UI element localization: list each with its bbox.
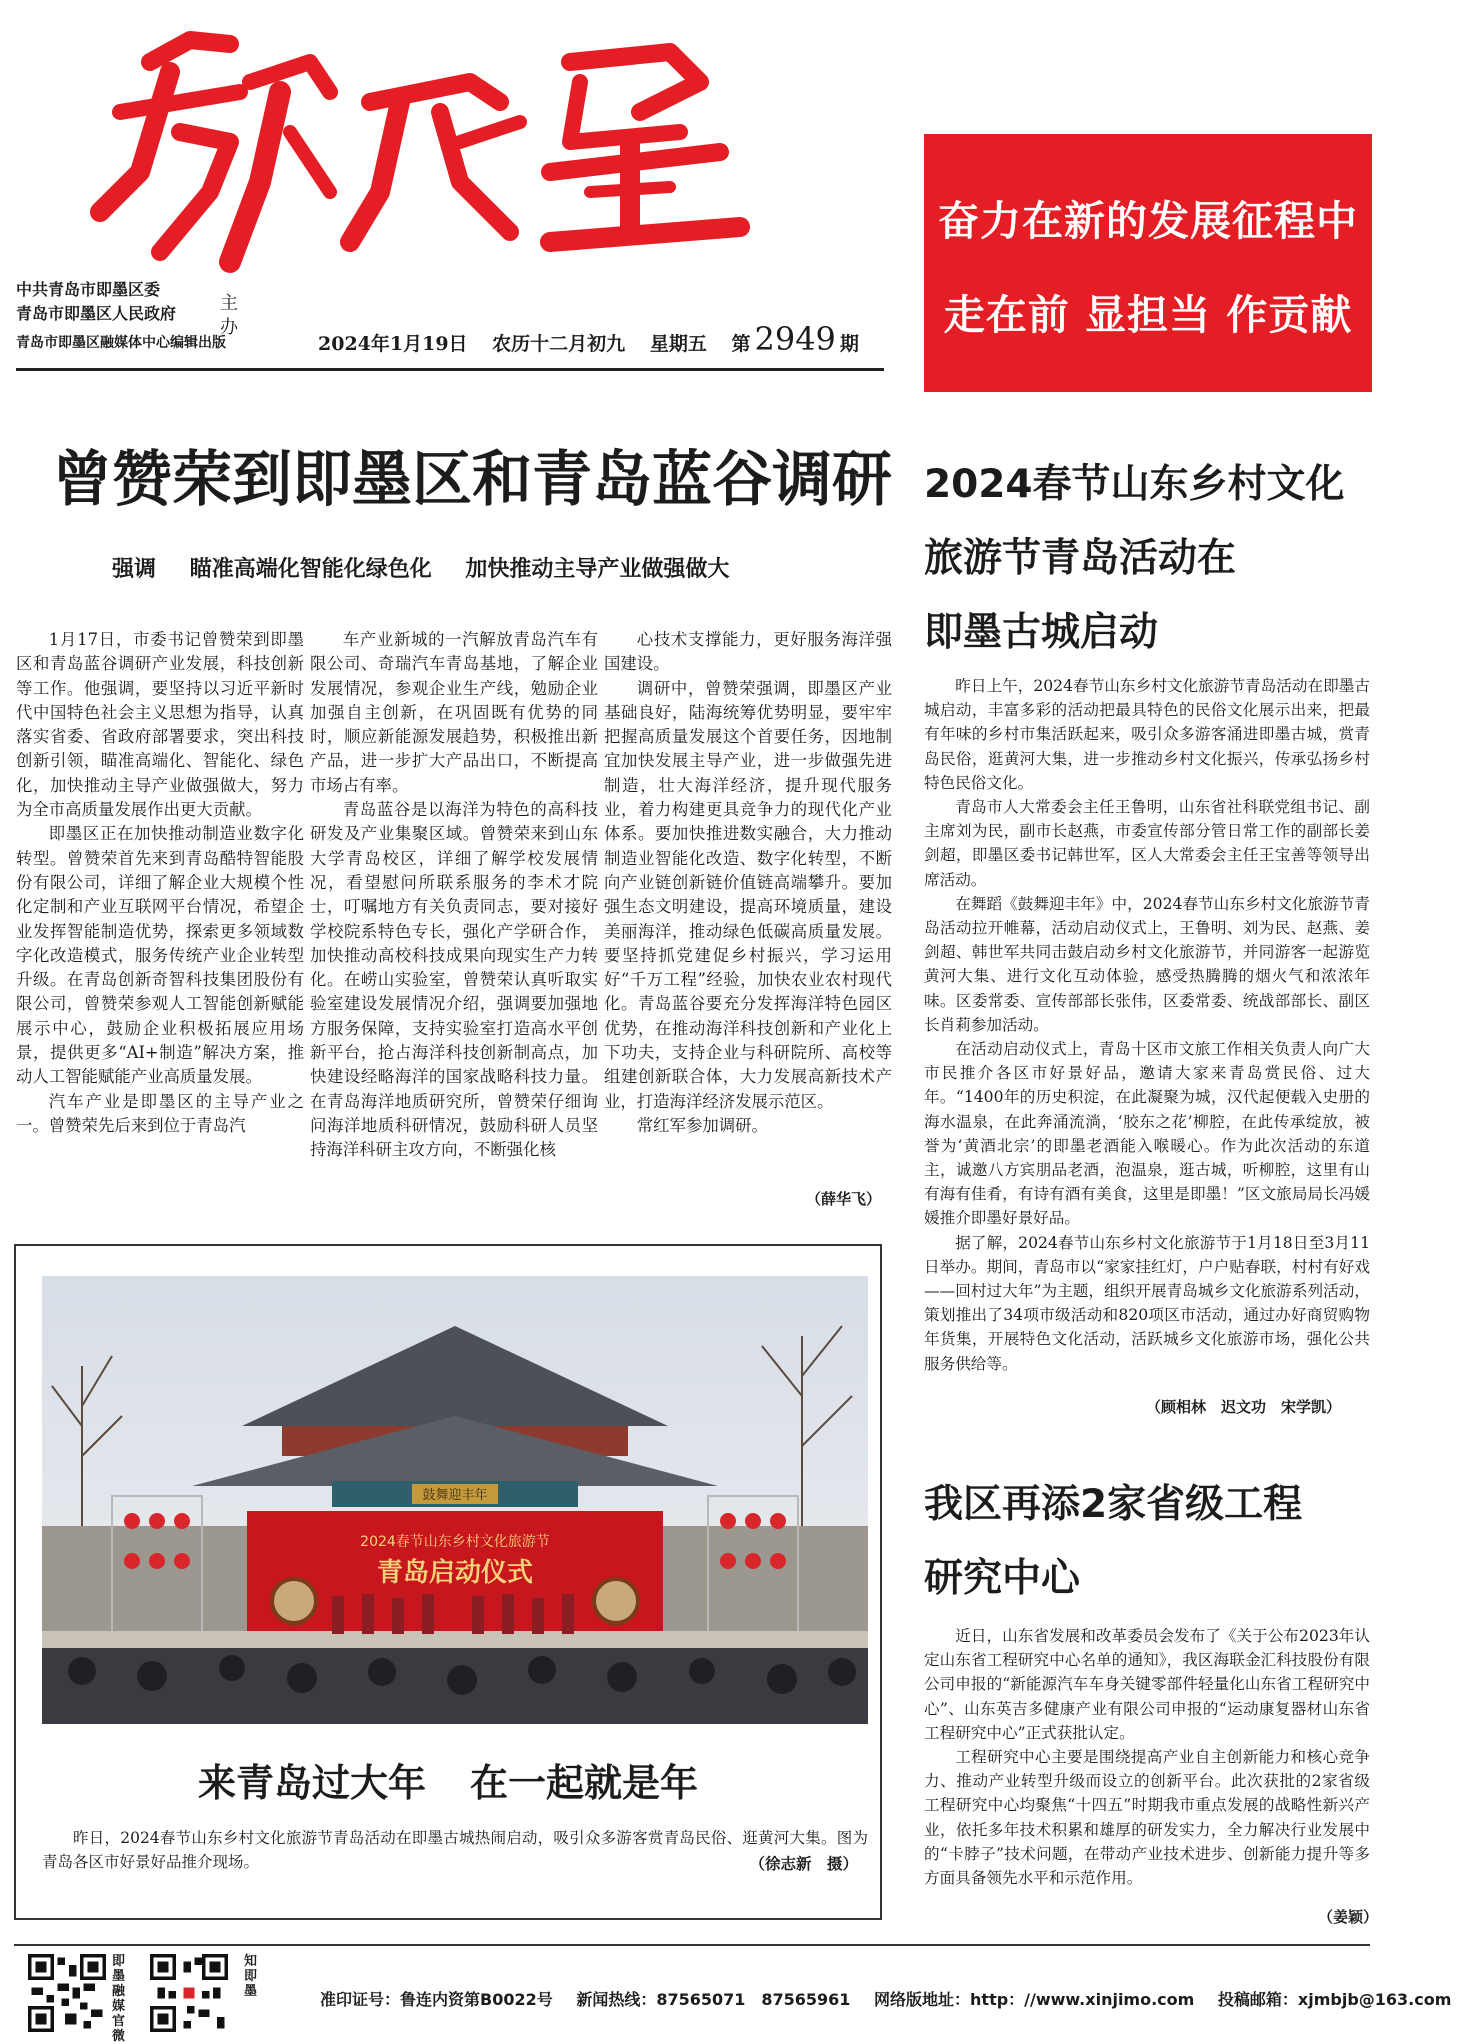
subhead-part: 瞄准高端化智能化绿色化 (189, 556, 432, 582)
caption-text: 昨日，2024春节山东乡村文化旅游节青岛活动在即墨古城热闹启动，吸引众多游客赏青岛民俗、逛黄河大集。图为青岛各区市好景好品推介现场。 (42, 1829, 868, 1871)
host-label: 主办 (220, 293, 238, 338)
paragraph: 在舞蹈《鼓舞迎丰年》中，2024春节山东乡村文化旅游节青岛活动拉开帷幕，活动启动仪式上，王鲁明、刘为民、赵燕、姜剑超、韩世军共同击鼓启动乡村文化旅游节，并同游客一起游览黄河大集、进行文化互动体验，感受热腾腾的烟火气和浓浓年味。区委常委、宣传部部长张伟，区委常委、统战部部长、副区长肖莉参加活动。 (924, 894, 1370, 1034)
paragraph: 青岛蓝谷是以海洋为特色的高科技研发及产业集聚区域。曾赞荣来到山东大学青岛校区，详细了解学校发展情况，看望慰问所联系服务的李术才院士，叮嘱地方有关负责同志，要对接好学校院系特色专长，强化产学研合作，加快推动高校科技成果向现实生产力转化。在崂山实验室，曾赞荣认真听取实验室建设发展情况介绍，强调要加强地方服务保障，支持实验室打造高水平创新平台，抢占海洋科技创新制高点，加快建设经略海洋的国家战略科技力量。在青岛海洋地质研究所，曾赞荣仔细询问海洋地质科研情况，鼓励科研人员坚持海洋科研主攻方向，不断强化核 (310, 800, 598, 1160)
qr-code-icon (28, 1954, 106, 2032)
qr-label-2: 知即墨 (244, 1954, 258, 1999)
photo-caption (42, 1826, 868, 1874)
title-line: 2024春节山东乡村文化 (924, 462, 1345, 507)
subhead-part: 强调 (112, 556, 157, 582)
issue-prefix: 第 (731, 333, 751, 355)
right-article-1-body (924, 674, 1370, 1376)
dateline (318, 320, 859, 358)
banner-title: 2024春节山东乡村文化旅游节 (360, 1534, 550, 1550)
title-line: 旅游节青岛活动在 (924, 536, 1237, 581)
publisher-info (16, 278, 238, 338)
editor-line: 青岛市即墨区融媒体中心编辑出版 (16, 335, 226, 351)
right-article-1-title (924, 448, 1345, 670)
right-article-2-body (924, 1624, 1370, 1890)
lead-headline: 曾赞荣到即墨区和青岛蓝谷调研 (52, 445, 892, 515)
photo-credit: （徐志新 摄） (749, 1854, 858, 1873)
slogan-box (924, 134, 1372, 392)
paragraph: 近日，山东省发展和改革委员会发布了《关于公布2023年认定山东省工程研究中心名单的通知》，我区海联金汇科技股份有限公司申报的“新能源汽车车身关键零部件轻量化山东省工程研究中心”、山东英吉多健康产业有限公司申报的“运动康复器材山东省工程研究中心”正式获批认定。 (924, 1627, 1370, 1742)
paragraph: 工程研究中心主要是围绕提高产业自主创新能力和核心竞争力、推动产业转型升级而设立的创新平台。此次获批的2家省级工程研究中心均聚焦“十四五”时期我市重点发展的战略性新兴产业，依托多年技术积累和雄厚的研发实力，全力解决行业发展中的“卡脖子”技术问题，在带动产业技术进步、创新能力提升等多方面具备领先水平和示范作用。 (924, 1748, 1370, 1888)
title-line: 即墨古城启动 (924, 610, 1159, 655)
paragraph: 常红军参加调研。 (636, 1115, 768, 1135)
title-line: 研究中心 (924, 1556, 1081, 1601)
footer-info (320, 1987, 1469, 2010)
gate-plaque-text: 鼓舞迎丰年 (422, 1488, 488, 1503)
title-line: 我区再添2家省级工程 (924, 1482, 1303, 1527)
newspaper-logo (80, 22, 780, 282)
masthead-divider (16, 368, 884, 371)
issue-date: 2024年1月19日 (318, 333, 468, 355)
lunar-date: 农历十二月初九 (492, 333, 626, 355)
lead-byline: （薛华飞） (806, 1190, 882, 1208)
right-article-2-title (924, 1468, 1302, 1616)
event-photo (42, 1276, 868, 1724)
right-article-2-byline: （姜颖） (1318, 1908, 1379, 1926)
right-article-1-byline: （顾相林 迟文功 宋学凯） (1146, 1398, 1342, 1416)
subhead-part: 加快推动主导产业做强做大 (465, 556, 730, 582)
paragraph: 在活动启动仪式上，青岛十区市文旅工作相关负责人向广大市民推介各区市好景好品，邀请大家来青岛赏民俗、过大年。“1400年的历史积淀，在此凝聚为城，汉代起便载入史册的海水温泉，在此奔涌流淌，‘胶东之花’柳腔，在此传承绽放，被誉为‘黄酒北宗’的即墨老酒能入喉暖心。作为此次活动的东道主，诚邀八方宾朋品老酒，泡温泉，逛古城，听柳腔，这里有山有海有佳肴，有诗有酒有美食，这里是即墨！”区文旅局局长冯媛媛推介即墨好景好品。 (924, 1040, 1370, 1228)
lead-subhead (112, 552, 755, 583)
issue-suffix: 期 (839, 333, 859, 355)
banner-subtitle: 青岛启动仪式 (376, 1558, 534, 1588)
paragraph: 昨日上午，2024春节山东乡村文化旅游节青岛活动在即墨古城启动，丰富多彩的活动把最具特色的民俗文化展示出来，把最有年味的乡村市集活跃起来，吸引众多游客涌进即墨古城，赏青岛民俗，逛黄河大集，进一步推动乡村文化振兴，传承弘扬乡村特色民俗文化。 (924, 677, 1370, 792)
lead-column-2 (310, 628, 598, 1213)
photo-box (14, 1244, 882, 1920)
issue-number: 2949 (754, 320, 836, 358)
paragraph: 据了解，2024春节山东乡村文化旅游节于1月18日至3月11日举办。期间，青岛市以“家家挂红灯，户户贴春联，村村有好戏——回村过大年”为主题，组织开展青岛城乡文化旅游系列活动，策划推出了34项市级活动和820项区市活动，通过办好商贸购物年货集，开展特色文化活动，活跃城乡文化旅游市场，强化公共服务供给等。 (924, 1233, 1370, 1373)
paragraph: 1月17日，市委书记曾赞荣到即墨区和青岛蓝谷调研产业发展，科技创新等工作。他强调，要坚持以习近平新时代中国特色社会主义思想为指导，认真落实省委、省政府部署要求，突出科技创新引领，瞄准高端化、智能化、绿色化，加快推动主导产业做强做大，努力为全市高质量发展作出更大贡献。 (16, 630, 304, 820)
footer-divider (14, 1944, 1370, 1946)
slogan-line-2: 走在前 显担当 作贡献 (943, 291, 1353, 339)
paragraph: 心技术支撑能力，更好服务海洋强国建设。 (604, 630, 892, 674)
weekday: 星期五 (649, 333, 707, 355)
submission-email[interactable]: 投稿邮箱：xjmbjb@163.com (1217, 1990, 1452, 2009)
qr-code-icon (150, 1954, 228, 2032)
lead-column-1 (16, 628, 304, 1213)
lead-column-3 (604, 628, 892, 1213)
license-number: 准印证号：鲁连内资第B0022号 (320, 1990, 553, 2009)
slogan-line-1: 奋力在新的发展征程中 (938, 197, 1358, 245)
photo-title-part: 在一起就是年 (470, 1761, 699, 1805)
paragraph: 汽车产业是即墨区的主导产业之一。曾赞荣先后来到位于青岛汽 (16, 1091, 304, 1135)
publisher-line: 中共青岛市即墨区委 (16, 280, 161, 299)
publisher-line: 青岛市即墨区人民政府 (16, 304, 177, 323)
website-link[interactable]: 网络版地址：http：//www.xinjimo.com (874, 1990, 1195, 2009)
news-hotline: 新闻热线：87565071 87565961 (576, 1990, 851, 2009)
photo-title (16, 1752, 880, 1807)
paragraph: 车产业新城的一汽解放青岛汽车有限公司、奇瑞汽车青岛基地，了解企业发展情况，参观企业生产线，勉励企业加强自主创新，在巩固既有优势的同时，顺应新能源发展趋势，积极推出新产品，进一步扩大产品出口，不断提高市场占有率。 (310, 630, 598, 795)
photo-title-part: 来青岛过大年 (197, 1761, 426, 1805)
qr-label-1: 即墨融媒官微 (112, 1954, 126, 2044)
paragraph: 即墨区正在加快推动制造业数字化转型。曾赞荣首先来到青岛酷特智能股份有限公司，详细了解企业大规模个性化定制和产业互联网平台情况，希望企业发挥智能制造优势，探索更多领域数字化改造模式，服务传统产业企业转型升级。在青岛创新奇智科技集团股份有限公司，曾赞荣参观人工智能创新赋能展示中心，鼓励企业积极拓展应用场景，提供更多“AI+制造”解决方案，推动人工智能赋能产业高质量发展。 (16, 824, 304, 1087)
paragraph: 青岛市人大常委会主任王鲁明，山东省社科联党组书记、副主席刘为民，副市长赵燕，市委宣传部分管日常工作的副部长姜剑超，即墨区委书记韩世军，区人大常委会主任王宝善等领导出席活动。 (924, 798, 1370, 889)
paragraph: 调研中，曾赞荣强调，即墨区产业基础良好，陆海统筹优势明显，要牢牢把握高质量发展这个首要任务，因地制宜加快发展主导产业，进一步做强先进制造，壮大海洋经济，提升现代服务业，着力构建更具竞争力的现代化产业体系。要加快推进数实融合，大力推动制造业智能化改造、数字化转型，不断向产业链创新链价值链高端攀升。要加强生态文明建设，提高环境质量，建设美丽海洋，推动绿色低碳高质量发展。要坚持抓党建促乡村振兴，学习运用好“千万工程”经验，加快农业农村现代化。青岛蓝谷要充分发挥海洋特色园区优势，在推动海洋科技创新和产业化上下功夫，支持企业与科研院所、高校等组建创新联合体，大力发展高新技术产业，打造海洋经济发展示范区。 (604, 678, 892, 1111)
